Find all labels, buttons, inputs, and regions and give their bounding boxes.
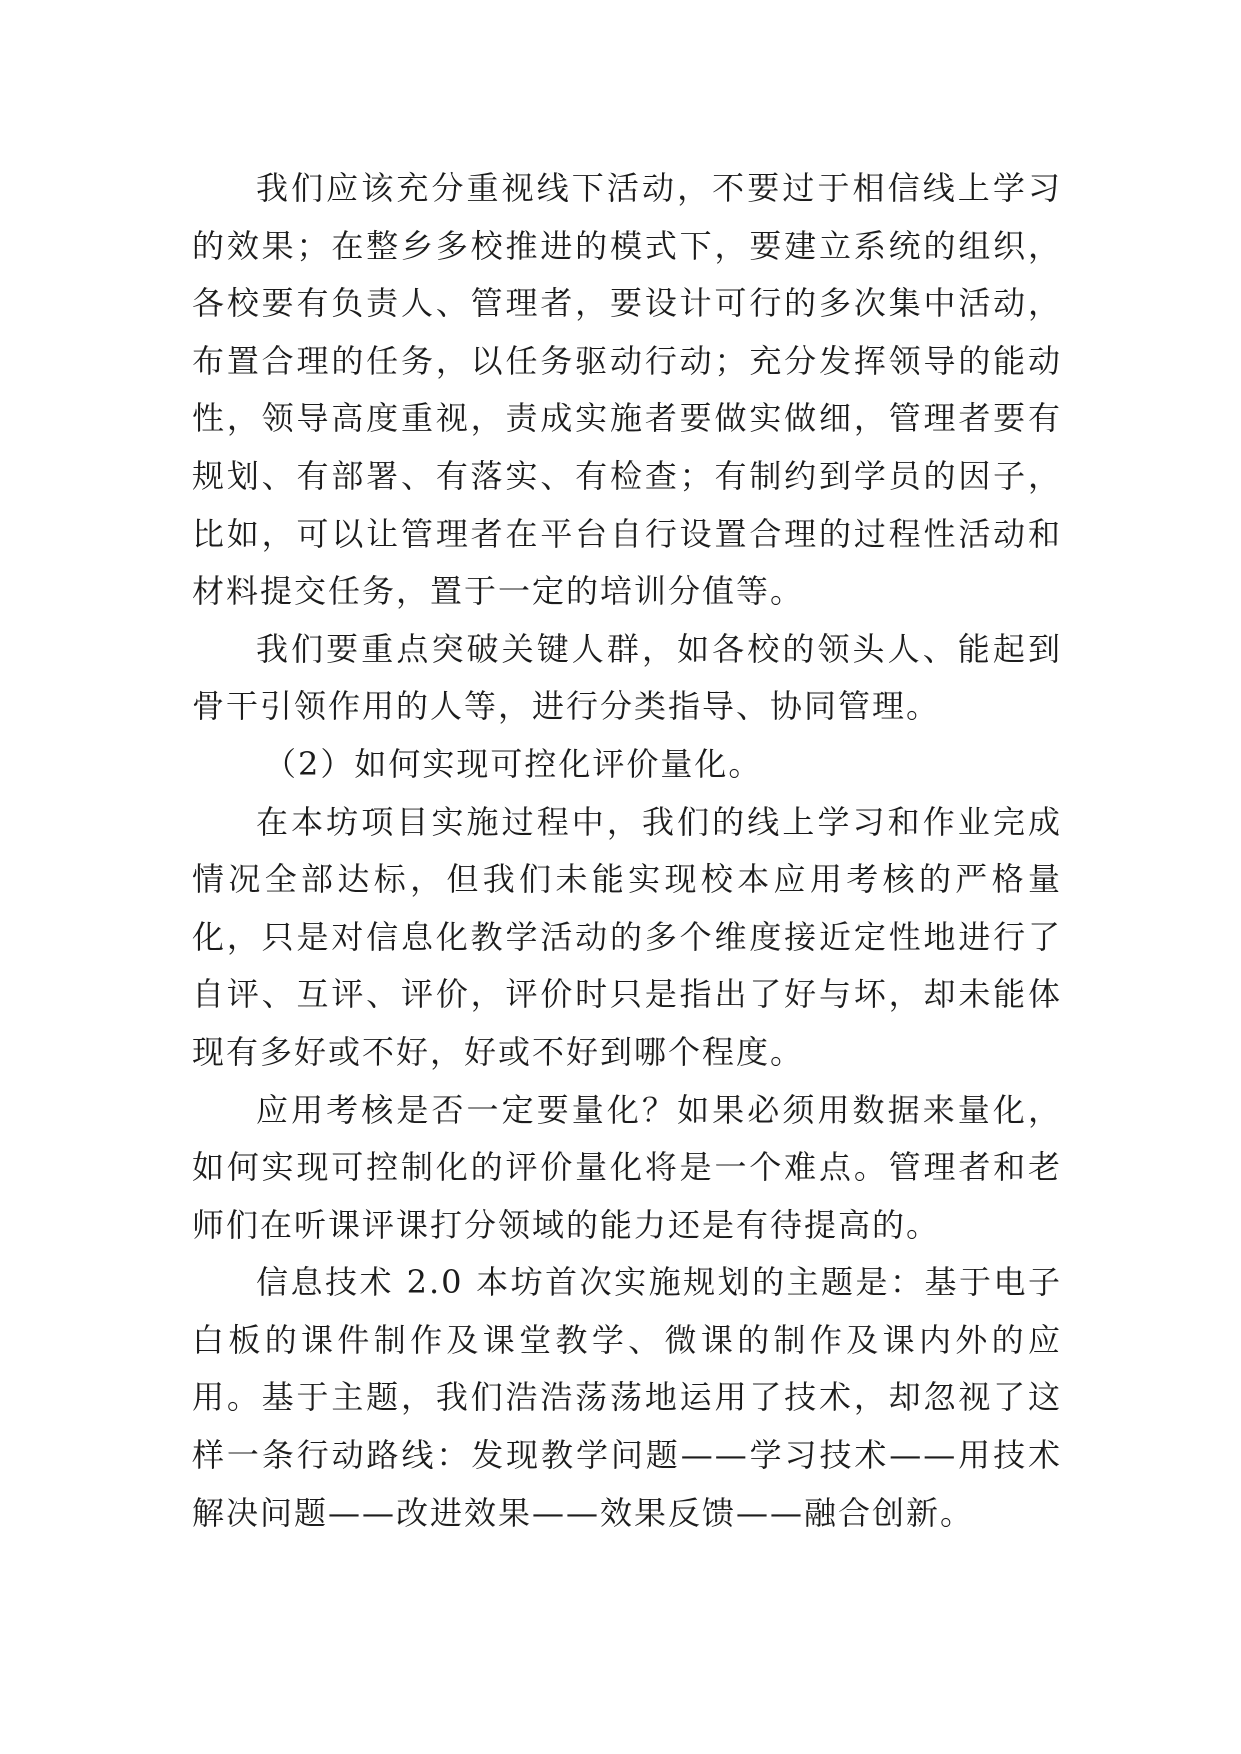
body-text	[192, 160, 1062, 1542]
paragraph-offline-activities: 我们应该充分重视线下活动，不要过于相信线上学习的效果；在整乡多校推进的模式下，要建立系统的组织，各校要有负责人、管理者，要设计可行的多次集中活动，布置合理的任务，以任务驱动行动；充分发挥领导的能动性，领导高度重视，责成实施者要做实做细，管理者要有规划、有部署、有落实、有检查；有制约到学员的因子，比如，可以让管理者在平台自行设置合理的过程性活动和材料提交任务，置于一定的培训分值等。	[192, 169, 1062, 611]
paragraph-theme: 信息技术 2.0 本坊首次实施规划的主题是：基于电子白板的课件制作及课堂教学、微课的制作及课内外的应用。基于主题，我们浩浩荡荡地运用了技术，却忽视了这样一条行动路线：发现教学问题——学习技术——用技术解决问题——改进效果——效果反馈——融合创新。	[192, 1263, 1062, 1532]
section-heading-evaluation: （2）如何实现可控化评价量化。	[264, 744, 763, 783]
paragraph-implementation: 在本坊项目实施过程中，我们的线上学习和作业完成情况全部达标，但我们未能实现校本应用考核的严格量化，只是对信息化教学活动的多个维度接近定性地进行了自评、互评、评价，评价时只是指出了好与坏，却未能体现有多好或不好，好或不好到哪个程度。	[192, 802, 1062, 1071]
paragraph-quantification: 应用考核是否一定要量化？如果必须用数据来量化，如何实现可控制化的评价量化将是一个难点。管理者和老师们在听课评课打分领域的能力还是有待提高的。	[192, 1090, 1062, 1244]
paragraph-key-groups: 我们要重点突破关键人群，如各校的领头人、能起到骨干引领作用的人等，进行分类指导、协同管理。	[192, 629, 1062, 726]
